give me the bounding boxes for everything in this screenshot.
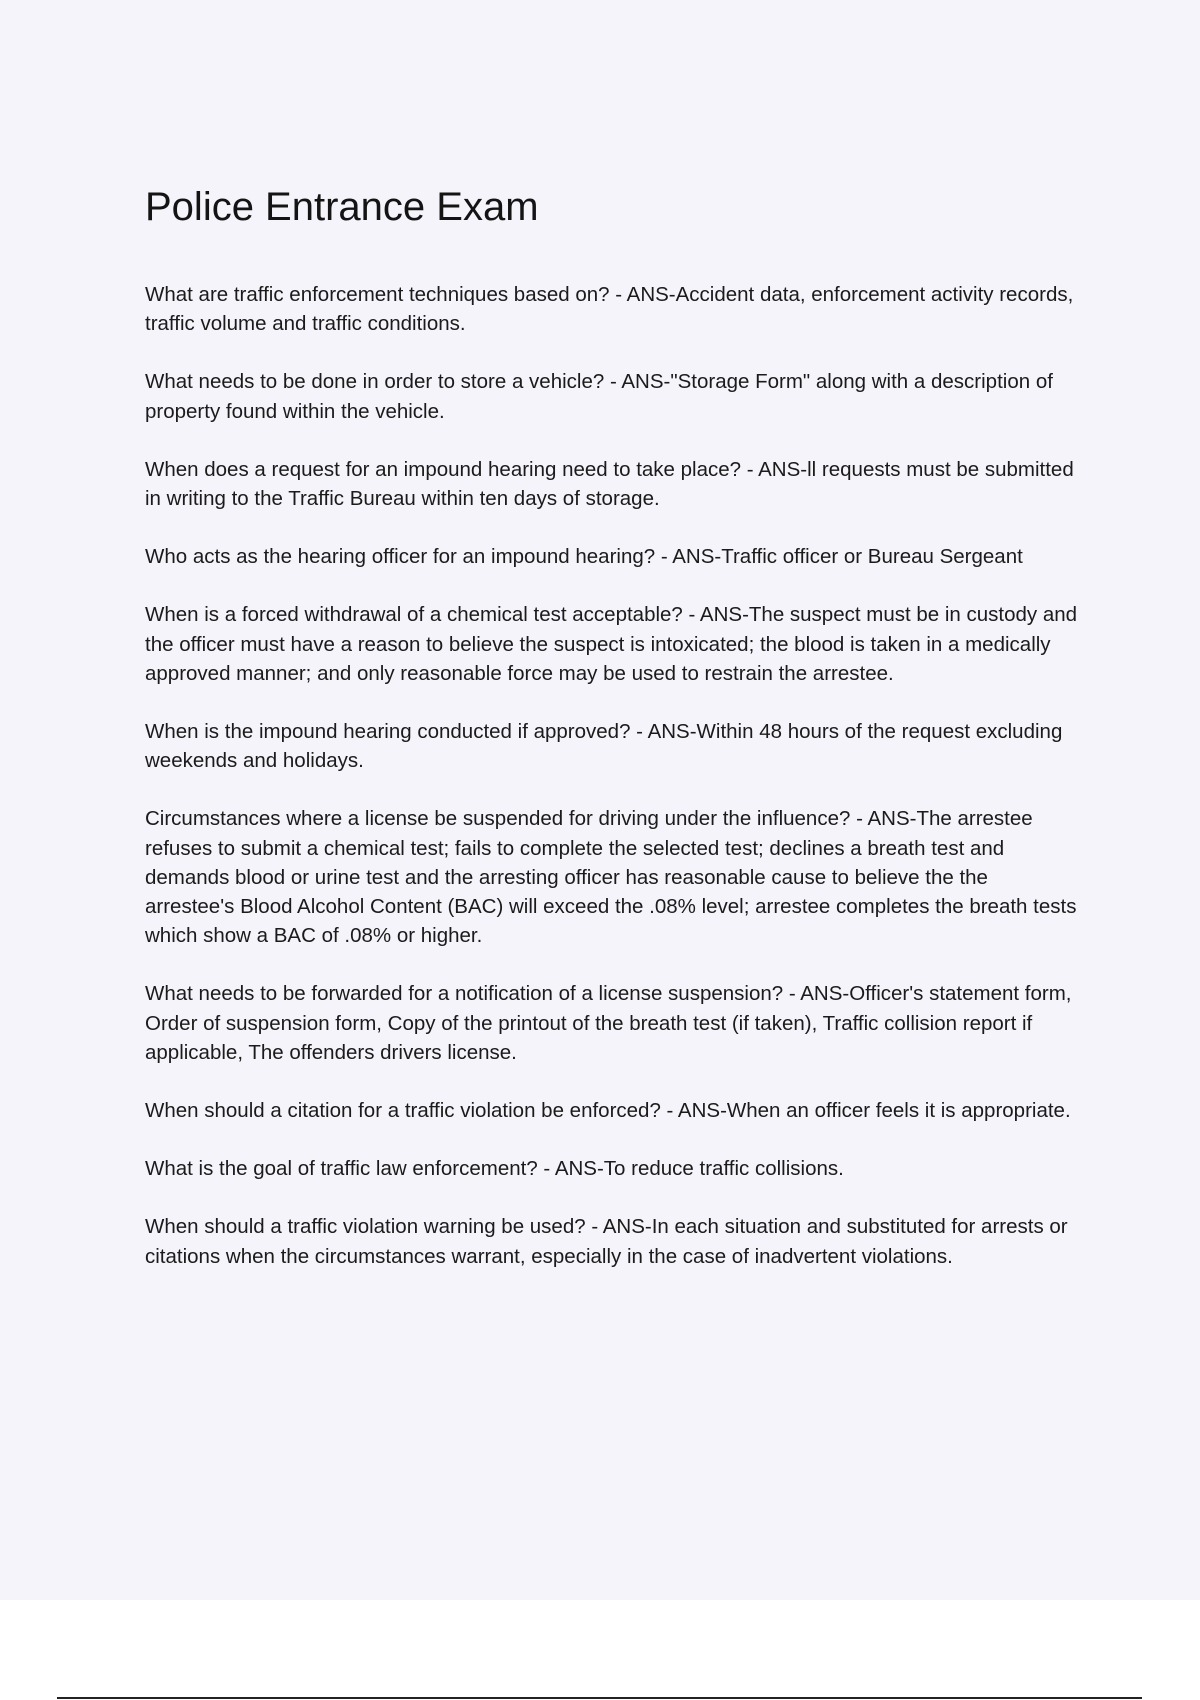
page-divider — [57, 1697, 1142, 1699]
question-answer-list — [145, 280, 1080, 1300]
qa-item-8: What needs to be forwarded for a notification of a license suspension? - ANS-Officer's statement form, Order of suspension form, Copy of the printout of the breath test (if taken), Traffic collision report if applicable, The offenders drivers license. — [145, 982, 1072, 1064]
page-title: Police Entrance Exam — [145, 185, 539, 229]
qa-item-2: What needs to be done in order to store a vehicle? - ANS-"Storage Form" along with a description of property found within the vehicle. — [145, 370, 1053, 423]
qa-item-10: What is the goal of traffic law enforcement? - ANS-To reduce traffic collisions. — [145, 1157, 844, 1181]
qa-item-4: Who acts as the hearing officer for an impound hearing? - ANS-Traffic officer or Bureau Sergeant — [145, 545, 1023, 569]
qa-item-1: What are traffic enforcement techniques based on? - ANS-Accident data, enforcement activity records, traffic volume and traffic conditions. — [145, 283, 1074, 336]
qa-item-3: When does a request for an impound hearing need to take place? - ANS-ll requests must be submitted in writing to the Traffic Bureau within ten days of storage. — [145, 457, 1074, 511]
qa-item-6: When is the impound hearing conducted if approved? - ANS-Within 48 hours of the request excluding weekends and holidays. — [145, 720, 1063, 773]
qa-item-9: When should a citation for a traffic violation be enforced? - ANS-When an officer feels it is appropriate. — [145, 1099, 1071, 1123]
qa-item-5: When is a forced withdrawal of a chemical test acceptable? - ANS-The suspect must be in custody and the officer must have a reason to believe the suspect is intoxicated; the blood is taken in a medically approved manner; and only reasonable force may be used to restrain the arrestee. — [145, 603, 1078, 685]
qa-item-11: When should a traffic violation warning be used? - ANS-In each situation and substituted for arrests or citations when the circumstances warrant, especially in the case of inadvertent violations. — [145, 1215, 1068, 1268]
qa-item-7: Circumstances where a license be suspended for driving under the influence? - ANS-The arrestee refuses to submit a chemical test; fails to complete the selected test; declines a breath test and demands blood or urine test and the arresting officer has reasonable cause to believe the the arrestee's Blood Alcohol Content (BAC) will exceed the .08% level; arrestee completes the breath tests which show a BAC of .08% or higher. — [145, 807, 1077, 948]
